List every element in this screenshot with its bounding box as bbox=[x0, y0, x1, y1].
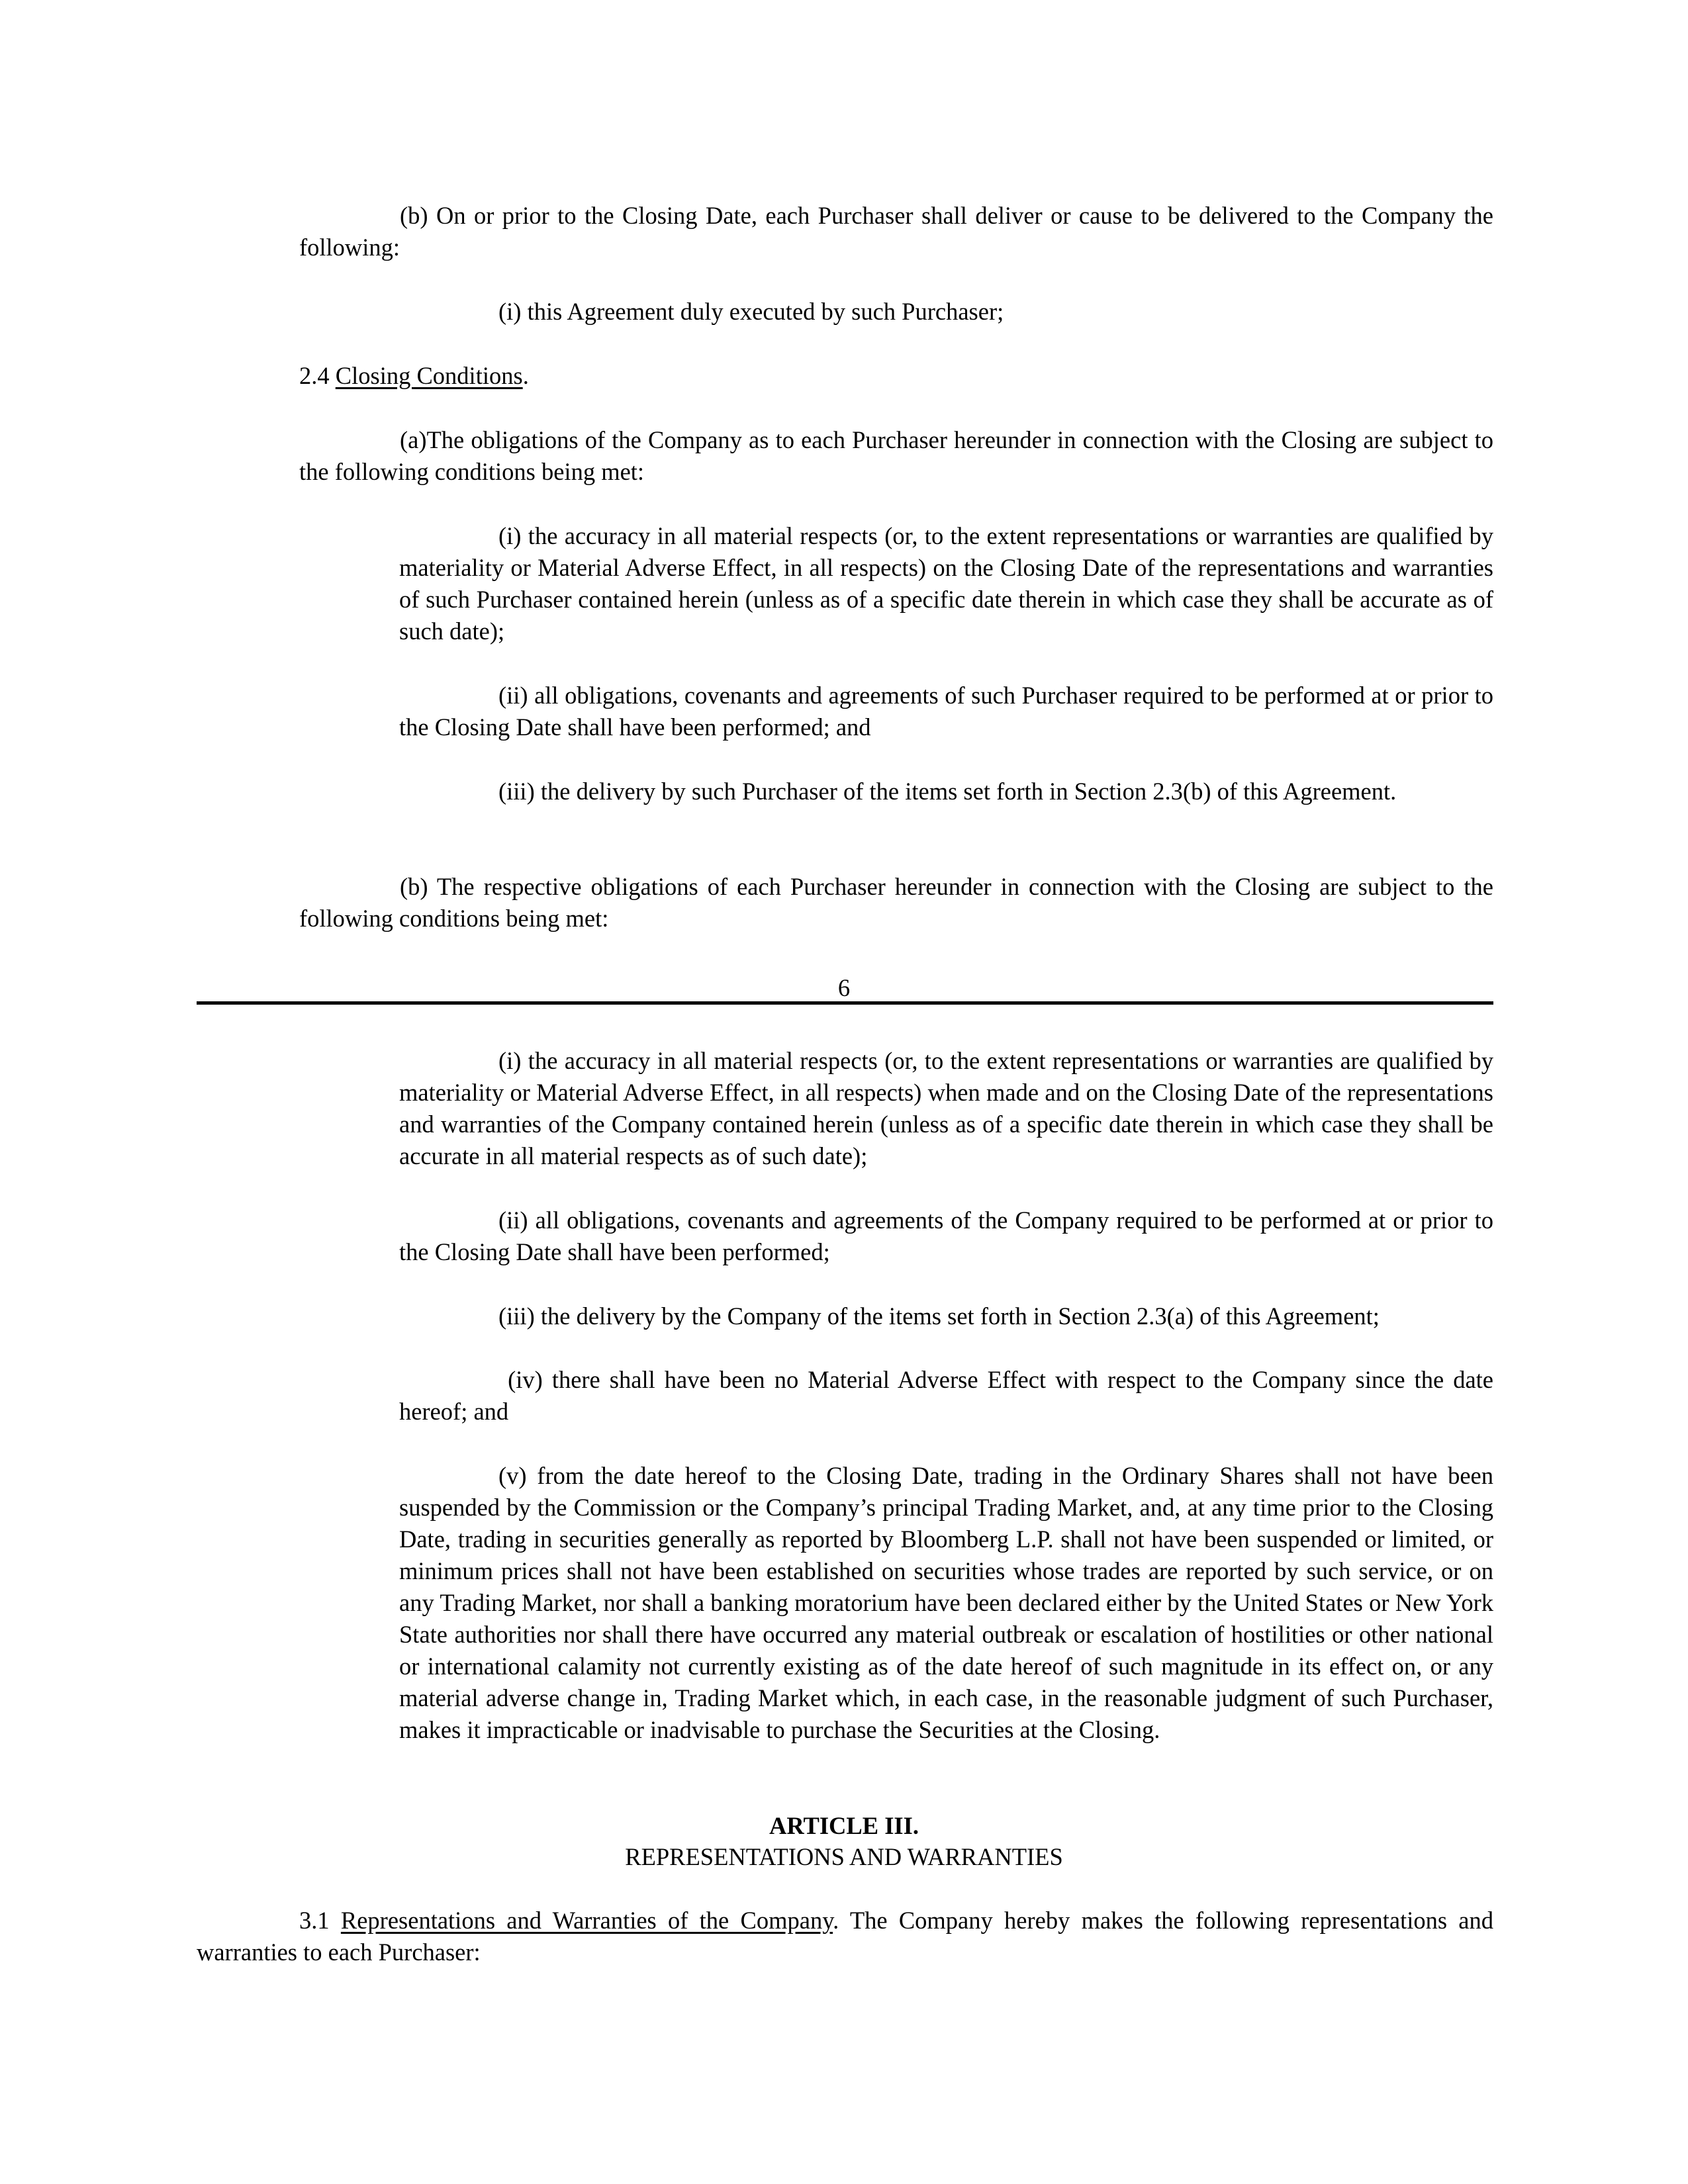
condition-accuracy-purchaser: (i) the accuracy in all material respects (or, to the extent representations or warranties are qualified by materiality or Material Adverse Effect, in all respects) on the Closing Date of the representations and warranties of such Purchaser contained herein (unless as of a specific date therein in which case they shall be accurate as of such date); bbox=[399, 522, 1493, 645]
paragraph-company-conditions: (a)The obligations of the Company as to each Purchaser hereunder in connection with the Closing are subject to the following conditions being met: bbox=[299, 426, 1493, 485]
section-title-closing-conditions: Closing Conditions bbox=[335, 362, 523, 389]
page-break-rule bbox=[197, 1001, 1493, 1005]
section-heading-2-4 bbox=[299, 360, 1493, 392]
condition-accuracy-company: (i) the accuracy in all material respects (or, to the extent representations or warranties are qualified by materiality or Material Adverse Effect, in all respects) when made and on the Closing Date of the representations and warranties of the Company contained herein (unless as of a specific date therein in which case they shall be accurate in all material respects as of such date); bbox=[399, 1047, 1493, 1169]
item-agreement-executed: (i) this Agreement duly executed by such Purchaser; bbox=[498, 298, 1004, 325]
article-heading: ARTICLE III. bbox=[769, 1812, 919, 1839]
condition-trading-not-suspended: (v) from the date hereof to the Closing Date, trading in the Ordinary Shares shall not have been suspended by the Commission or the Company’s principal Trading Market, and, at any time prior to the Closing Date, trading in securities generally as reported by Bloomberg L.P. shall not have been suspended or limited, or minimum prices shall not have been established on securities whose trades are reported by such service, or on any Trading Market, nor shall a banking moratorium have been declared either by the United States or New York State authorities nor shall there have occurred any material outbreak or escalation of hostilities or other national or international calamity not currently existing as of the date hereof of such magnitude in its effect on, or any material adverse change in, Trading Market which, in each case, in the reasonable judgment of such Purchaser, makes it impracticable or inadvisable to purchase the Securities at the Closing. bbox=[399, 1462, 1493, 1743]
paragraph-purchaser-deliverables: (b) On or prior to the Closing Date, each Purchaser shall deliver or cause to be delivered to the Company the following: bbox=[299, 202, 1493, 261]
condition-no-material-adverse-effect: (iv) there shall have been no Material Adverse Effect with respect to the Company since the date hereof; and bbox=[399, 1366, 1500, 1425]
article-subheading: REPRESENTATIONS AND WARRANTIES bbox=[625, 1843, 1063, 1870]
condition-delivery-company: (iii) the delivery by the Company of the items set forth in Section 2.3(a) of this Agreement; bbox=[498, 1302, 1380, 1330]
section-title-representations: Representations and Warranties of the Company bbox=[340, 1907, 833, 1934]
section-3-1-paragraph bbox=[197, 1905, 1493, 1968]
paragraph-purchaser-conditions: (b) The respective obligations of each Purchaser hereunder in connection with the Closing are subject to the following conditions being met: bbox=[299, 873, 1493, 932]
condition-delivery-purchaser: (iii) the delivery by such Purchaser of the items set forth in Section 2.3(b) of this Agreement. bbox=[498, 778, 1397, 805]
section-number: 2.4 bbox=[299, 362, 336, 389]
section-title-period: . bbox=[522, 362, 529, 389]
section-number: 3.1 bbox=[299, 1907, 341, 1934]
condition-obligations-company: (ii) all obligations, covenants and agreements of the Company required to be performed at or prior to the Closing Date shall have been performed; bbox=[399, 1206, 1493, 1265]
condition-obligations-purchaser: (ii) all obligations, covenants and agreements of such Purchaser required to be performed at or prior to the Closing Date shall have been performed; and bbox=[399, 682, 1493, 741]
section-3-1-text: . The Company hereby makes the following representations and warranties to each Purchaser: bbox=[197, 1907, 1494, 1966]
page-number: 6 bbox=[837, 974, 851, 1001]
